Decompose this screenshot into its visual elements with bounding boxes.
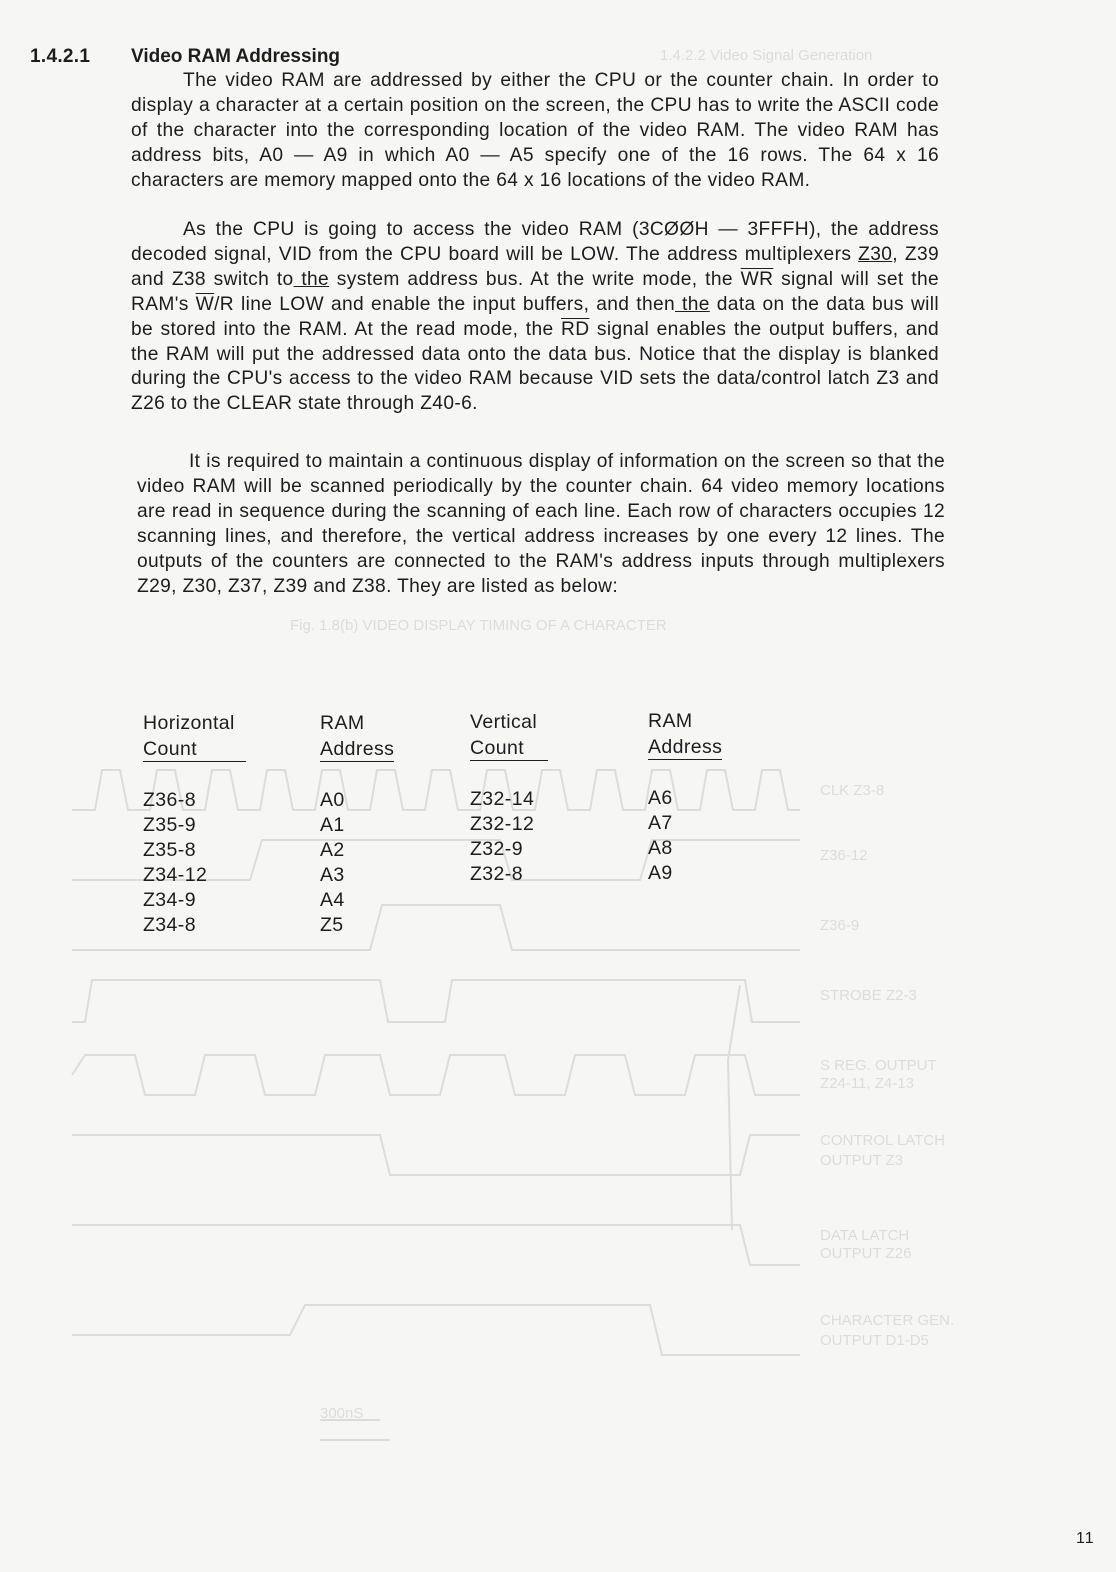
svg-text:Fig. 1.8(b) VIDEO DISPLAY TIM: Fig. 1.8(b) VIDEO DISPLAY TIMING OF A CHARACTER (290, 617, 667, 634)
section-number: 1.4.2.1 (30, 46, 91, 67)
svg-text:CLK Z3-8: CLK Z3-8 (820, 782, 885, 799)
column-header-line2: Count (143, 738, 246, 762)
table-cell: A1 (320, 814, 345, 836)
column-body (320, 788, 394, 938)
column-header-line1: Vertical (470, 711, 538, 733)
column-header-line2: Address (320, 738, 395, 760)
column-body (143, 788, 246, 938)
p2-text: signal will set the RAM's (131, 268, 939, 315)
p2-underlined-z30: Z30 (858, 243, 893, 265)
table-cell: Z34-9 (143, 889, 196, 911)
table-column-ram-address-2 (648, 708, 722, 886)
column-body (470, 787, 548, 887)
table-cell: Z32-9 (470, 838, 523, 860)
svg-text:OUTPUT Z26: OUTPUT Z26 (820, 1245, 912, 1262)
section-title: Video RAM Addressing (131, 46, 341, 67)
svg-text:Z36-9: Z36-9 (820, 917, 860, 934)
column-header-line1: RAM (320, 712, 365, 734)
table-cell: A8 (648, 837, 673, 859)
table-cell: Z35-9 (143, 814, 196, 836)
table-cell: Z32-14 (470, 788, 535, 810)
svg-text:STROBE Z2-3: STROBE Z2-3 (820, 987, 917, 1004)
column-header (648, 708, 722, 760)
p2-overlined-rd: $\overline{RD}$ (561, 318, 590, 340)
column-header-line1: RAM (648, 710, 693, 732)
svg-text:Z36-12: Z36-12 (820, 847, 868, 864)
table-cell: Z36-8 (143, 789, 196, 811)
svg-text:1.4.2.2 Video Signal Generat: 1.4.2.2 Video Signal Generation (660, 47, 873, 64)
table-cell: A7 (648, 812, 673, 834)
table-column-vertical-count (470, 709, 548, 887)
column-body (648, 786, 722, 886)
table-cell: Z34-12 (143, 864, 208, 886)
table-cell: Z5 (320, 914, 344, 936)
p2-overlined-w: $\overline{W}$ (195, 293, 215, 315)
table-cell: A3 (320, 864, 345, 886)
table-cell: A0 (320, 789, 345, 811)
p2-text: signal enables the output buffers, and the RAM will put the addressed data onto the data bus. Notice that the display is blanked during the CPU's access to the video RAM because VID sets the data/control latch Z3 and Z26 to the CLEAR state through Z40-6. (131, 318, 939, 415)
svg-text:CHARACTER GEN.: CHARACTER GEN. (820, 1312, 955, 1329)
p2-text: /R line LOW and enable the input buffers, and then (214, 293, 676, 315)
column-header-line2: Count (470, 737, 548, 761)
p2-overlined-wr: $\overline{WR}$ (740, 268, 774, 290)
p2-underlined-the: the (293, 268, 330, 290)
paragraph-1: The video RAM are addressed by either the CPU or the counter chain. In order to display a character at a certain position on the screen, the CPU has to write the ASCII code of the character into the corresponding location of the video RAM. The video RAM has address bits, A0 — A9 in which A0 — A5 specify one of the 16 rows. The 64 x 16 characters are memory mapped onto the 64 x 16 locations of the video RAM. (131, 70, 939, 191)
table-column-ram-address-1 (320, 710, 394, 938)
table-cell: Z34-8 (143, 914, 196, 936)
table-cell: Z32-8 (470, 863, 523, 885)
table-cell: A4 (320, 889, 345, 911)
svg-text:OUTPUT D1-D5: OUTPUT D1-D5 (820, 1332, 929, 1349)
svg-text:S REG. OUTPUT: S REG. OUTPUT (820, 1057, 937, 1074)
p2-underlined-the: the (675, 293, 710, 315)
svg-text:300nS: 300nS (320, 1405, 364, 1422)
column-header (320, 710, 394, 762)
svg-text:CONTROL LATCH: CONTROL LATCH (820, 1132, 946, 1149)
column-header-line2: Address (648, 736, 723, 758)
column-header (470, 709, 548, 761)
paragraph-2 (131, 218, 939, 417)
svg-text:Z24-11, Z4-13: Z24-11, Z4-13 (820, 1075, 914, 1092)
column-header (143, 710, 246, 762)
p2-text: system address bus. At the write mode, the (329, 268, 741, 290)
table-cell: A6 (648, 787, 673, 809)
table-cell: Z35-8 (143, 839, 196, 861)
svg-text:OUTPUT Z3: OUTPUT Z3 (820, 1152, 904, 1169)
p2-text: As the CPU is going to access the video RAM (3CØØH — 3FFFH), the address decoded signal, VID from the CPU board will be LOW. The address multiplexers (131, 219, 939, 265)
p2-text: , Z39 and Z38 switch to (131, 243, 939, 290)
column-header-line1: Horizontal (143, 712, 235, 734)
table-cell: Z32-12 (470, 813, 535, 835)
table-column-horizontal-count (143, 710, 246, 938)
p2-text: data on the data bus will be stored into the RAM. At the read mode, the (131, 293, 940, 340)
paragraph-3: It is required to maintain a continuous display of information on the screen so that the video RAM will be scanned periodically by the counter chain. 64 video memory locations are read in sequence during the scanning of each line. Each row of characters occupies 12 scanning lines, and therefore, the vertical address increases by one every 12 lines. The outputs of the counters are connected to the RAM's address inputs through multiplexers Z29, Z30, Z37, Z39 and Z38. They are listed as below: (137, 451, 945, 597)
page-number: 11 (1076, 1530, 1095, 1547)
svg-text:DATA LATCH: DATA LATCH (820, 1227, 910, 1244)
table-cell: A2 (320, 839, 345, 861)
table-cell: A9 (648, 862, 673, 884)
